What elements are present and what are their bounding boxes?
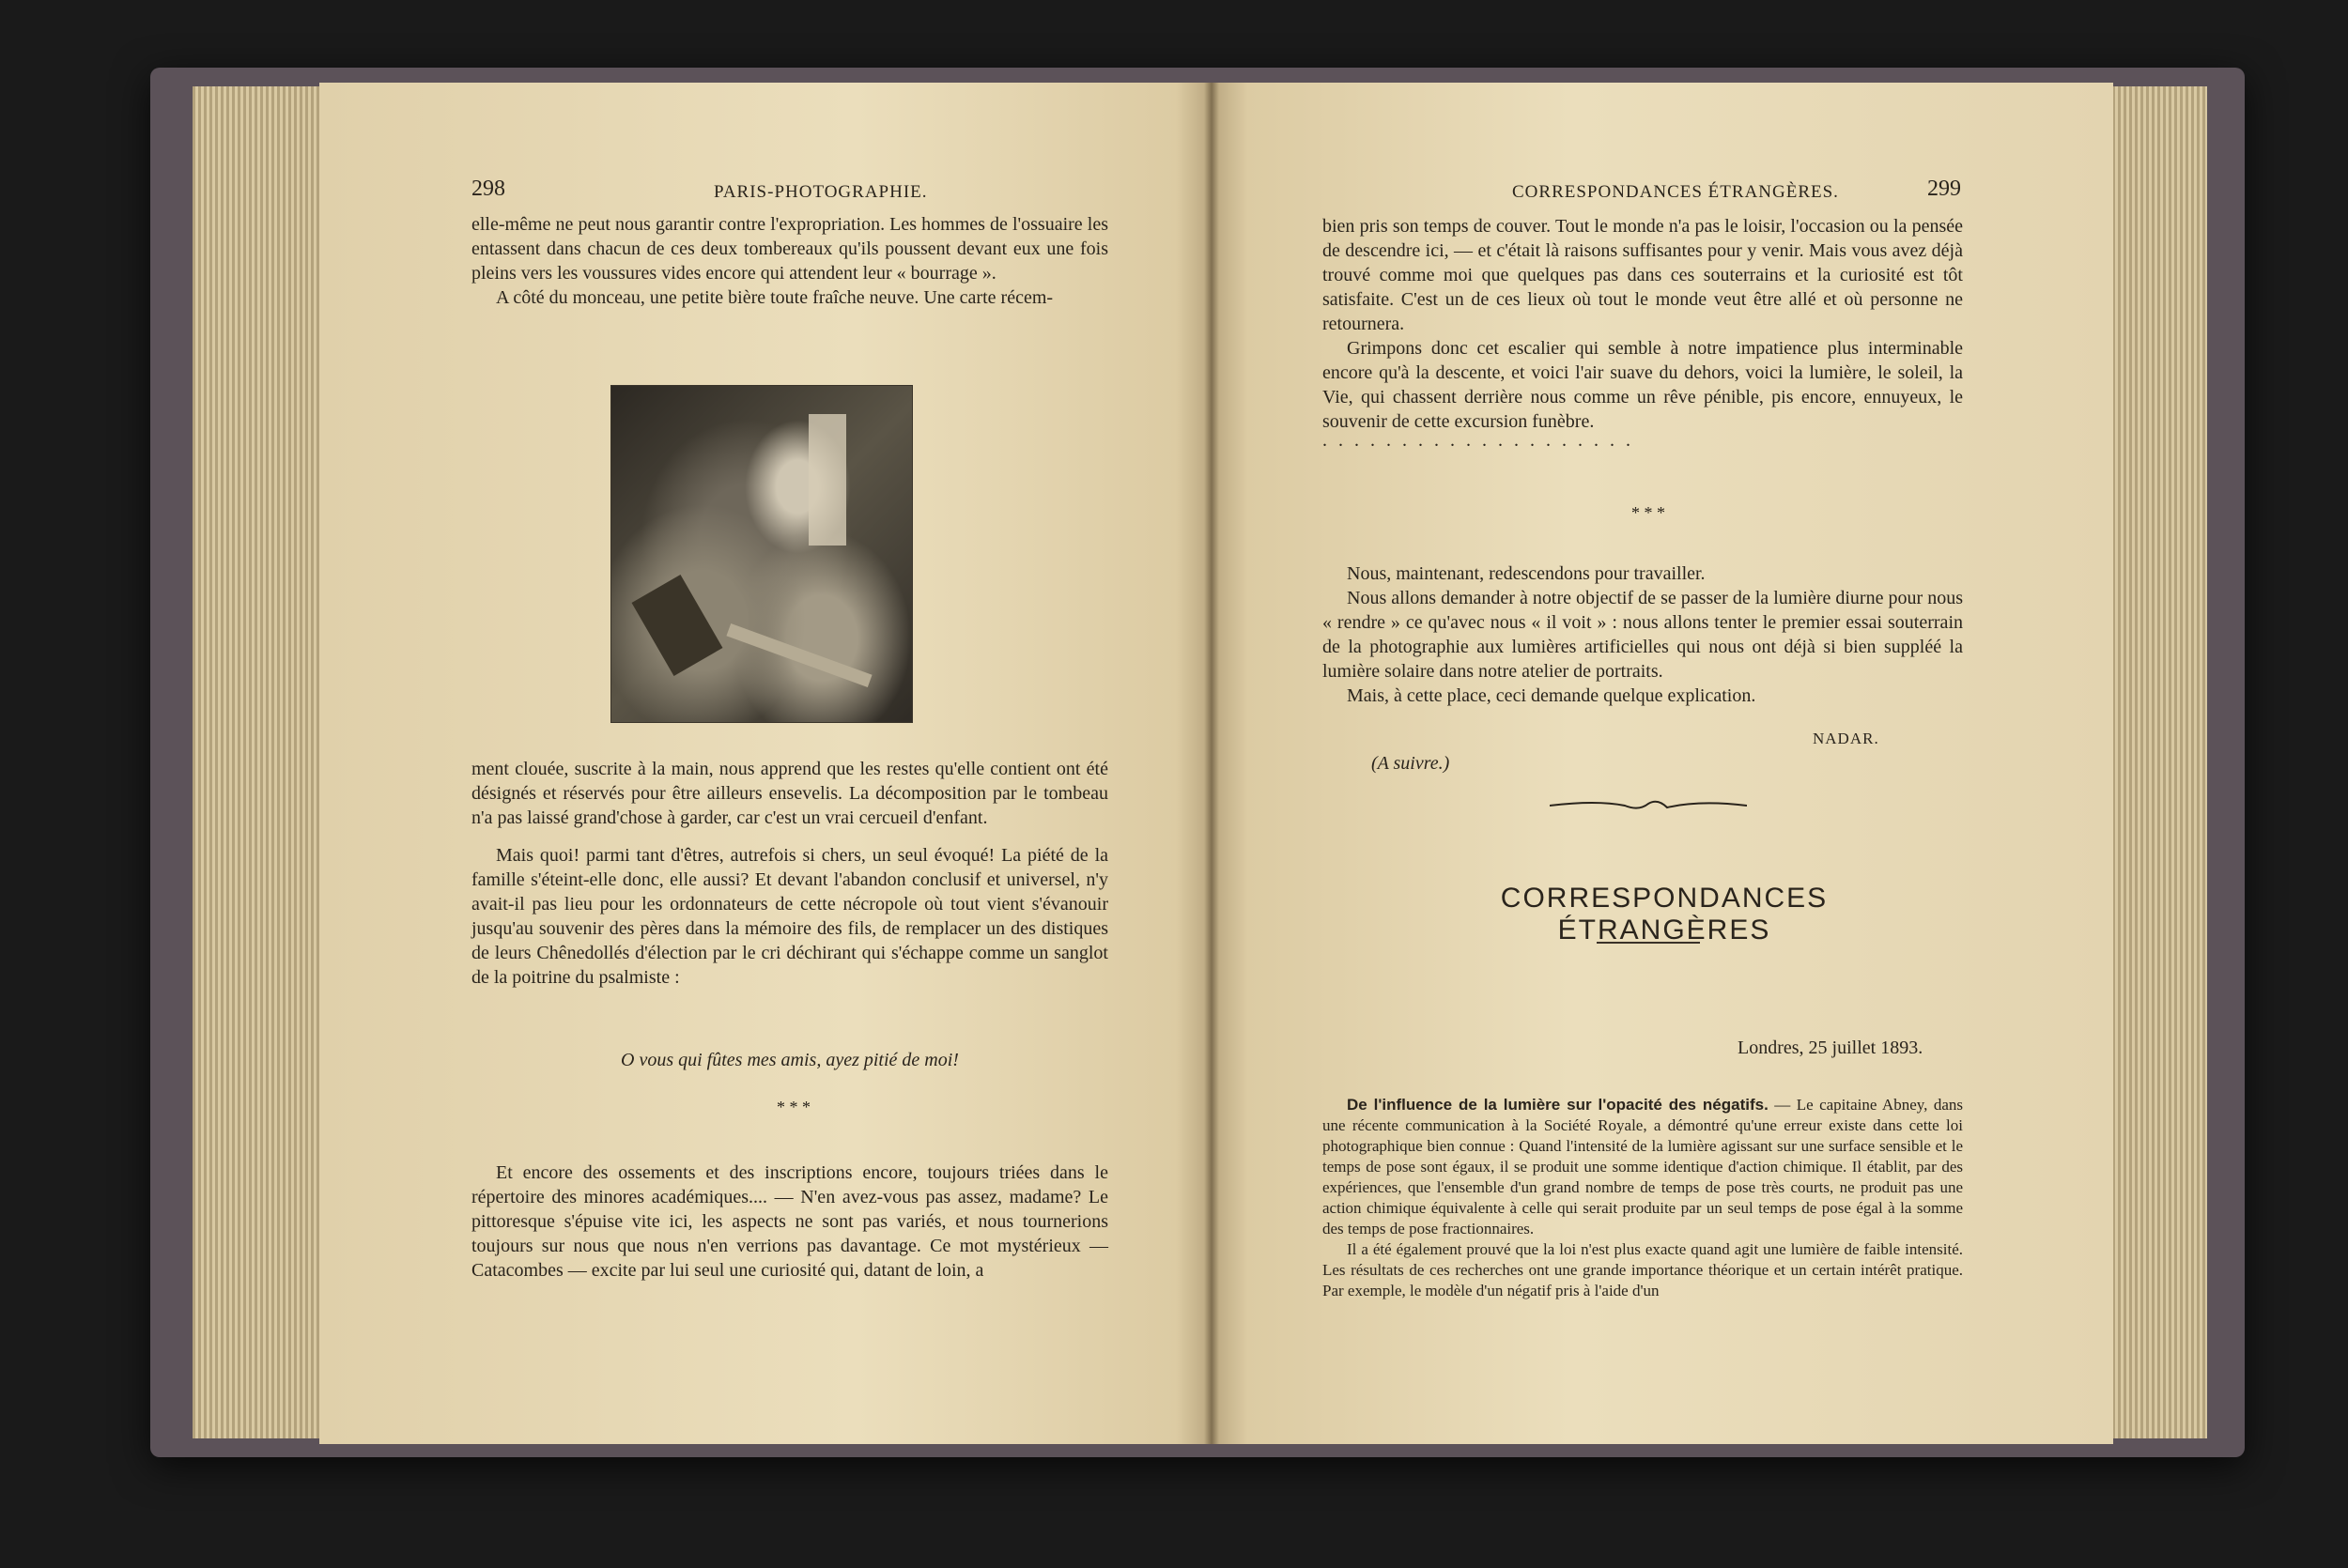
paragraph: bien pris son temps de couver. Tout le monde n'a pas le loisir, l'occasion ou la pensée de descendre ici, — et c'était là raisons suffisantes pour y venir. Mais vous avez déjà trouvé comme moi que quelques pas dans ces souterrains et la curiosité est tôt satisfaite. C'est un de ces lieux où tout le monde veut être allé et où personne ne retournera. — [1322, 216, 1963, 334]
article-body — [1322, 1095, 1963, 1301]
left-page — [319, 83, 1212, 1444]
ornamental-flourish — [1550, 796, 1747, 815]
paragraph: A côté du monceau, une petite bière toute fraîche neuve. Une carte récem- — [496, 287, 1054, 308]
paragraph: Et encore des ossements et des inscriptions encore, toujours triées dans le répertoire des minores académiques.... — N'en avez-vous pas assez, madame? Le pittoresque s'épuise vite ici, les aspects ne sont pas variés, et nous tournerions toujours sur nous que nous n'en verrions pas davantage. Ce mot mystérieux — Catacombes — excite par lui seul une curiosité qui, datant de loin, a — [471, 1162, 1108, 1281]
paragraph: ment clouée, suscrite à la main, nous apprend que les restes qu'elle contient ont été désignés et réservés pour être ailleurs ensevelis. La décomposition par le tombeau n'a pas laissé grand'chose à garder, car c'est un vrai cercueil d'enfant. — [471, 759, 1108, 828]
paragraph: elle-même ne peut nous garantir contre l'expropriation. Les hommes de l'ossuaire les entassent dans chacun de ces deux tombereaux qu'ils poussent devant eux une fois pleins vers les voussures vides encore qui attendent leur « bourrage ». — [471, 214, 1108, 284]
psalm-quote: O vous qui fûtes mes amis, ayez pitié de moi! — [621, 1050, 959, 1070]
dotted-separator: .................... — [1322, 430, 1642, 451]
section-stars: * * * — [1631, 503, 1665, 522]
signature: NADAR. — [1813, 730, 1879, 747]
paragraph: Grimpons donc cet escalier qui semble à notre impatience plus interminable encore qu'à la descente, et voici l'air suave du dehors, voici la lumière, le soleil, la Vie, qui chassent derrière nous comme un rêve pénible, pis encore, ennuyeux, le souvenir de cette excursion funèbre. — [1322, 338, 1963, 432]
page-number: 299 — [1927, 177, 1961, 201]
page-edges-right — [2104, 86, 2207, 1438]
to-follow-note: (A suivre.) — [1371, 753, 1450, 774]
text-block-bottom — [471, 1161, 1108, 1283]
text-block-top — [471, 212, 1108, 310]
dateline: Londres, 25 juillet 1893. — [1738, 1038, 1923, 1058]
text-block-top — [1322, 214, 1963, 434]
article-heading: De l'influence de la lumière sur l'opacité des négatifs. — [1347, 1096, 1769, 1114]
catacomb-photograph — [610, 385, 913, 723]
book-gutter — [1204, 83, 1219, 1444]
text-block-middle — [471, 757, 1108, 990]
running-head: PARIS-PHOTOGRAPHIE. — [714, 182, 928, 202]
page-number: 298 — [471, 177, 505, 201]
right-page — [1212, 83, 2113, 1444]
paragraph: Mais, à cette place, ceci demande quelque explication. — [1347, 685, 1756, 706]
paragraph: — Le capitaine Abney, dans une récente communication à la Société Royale, a démontré qu'une erreur existe dans cette loi photographique bien connue : Quand l'intensité de la lumière agissant sur une surface sensible et le temps de pose sont égaux, il se produit une somme identique d'action chimique. Il établit, par des expériences, que l'ensemble d'un grand nombre de temps de pose très courts, ne produit pas une action chimique équivalente à celle qui serait produite par un seul temps de pose égal à la somme des temps de pose fractionnaires. — [1322, 1096, 1963, 1237]
paragraph: Il a été également prouvé que la loi n'est plus exacte quand agit une lumière de faible intensité. Les résultats de ces recherches ont une grande importance théorique et un certain intérêt pratique. Par exemple, le modèle d'un négatif pris à l'aide d'un — [1322, 1240, 1963, 1299]
running-head: CORRESPONDANCES ÉTRANGÈRES. — [1512, 182, 1839, 202]
text-block-middle — [1322, 561, 1963, 708]
page-edges-left — [193, 86, 333, 1438]
paragraph: Nous allons demander à notre objectif de se passer de la lumière diurne pour nous « rendre » ce qu'avec nous « il voit » : nous allons tenter le premier essai souterrain de la photographie aux lumières artificielles qui nous ont déjà si bien suppléé la lumière solaire dans notre atelier de portraits. — [1322, 588, 1963, 682]
section-stars: * * * — [777, 1098, 811, 1116]
section-title: CORRESPONDANCES ÉTRANGÈRES — [1500, 883, 1829, 945]
paragraph: Nous, maintenant, redescendons pour travailler. — [1347, 563, 1706, 584]
paragraph: Mais quoi! parmi tant d'êtres, autrefois si chers, un seul évoqué! La piété de la famille s'éteint-elle donc, elle aussi? Et devant l'abandon conclusif et universel, n'y avait-il pas lieu pour les ordonnateurs de cette nécropole où tout vient s'évanouir jusqu'au souvenir des pères dans la mémoire des fils, de remplacer un des distiques de leurs Chênedollés d'élection par le cri déchirant qui s'échappe comme un sanglot de la poitrine du psalmiste : — [471, 845, 1108, 988]
